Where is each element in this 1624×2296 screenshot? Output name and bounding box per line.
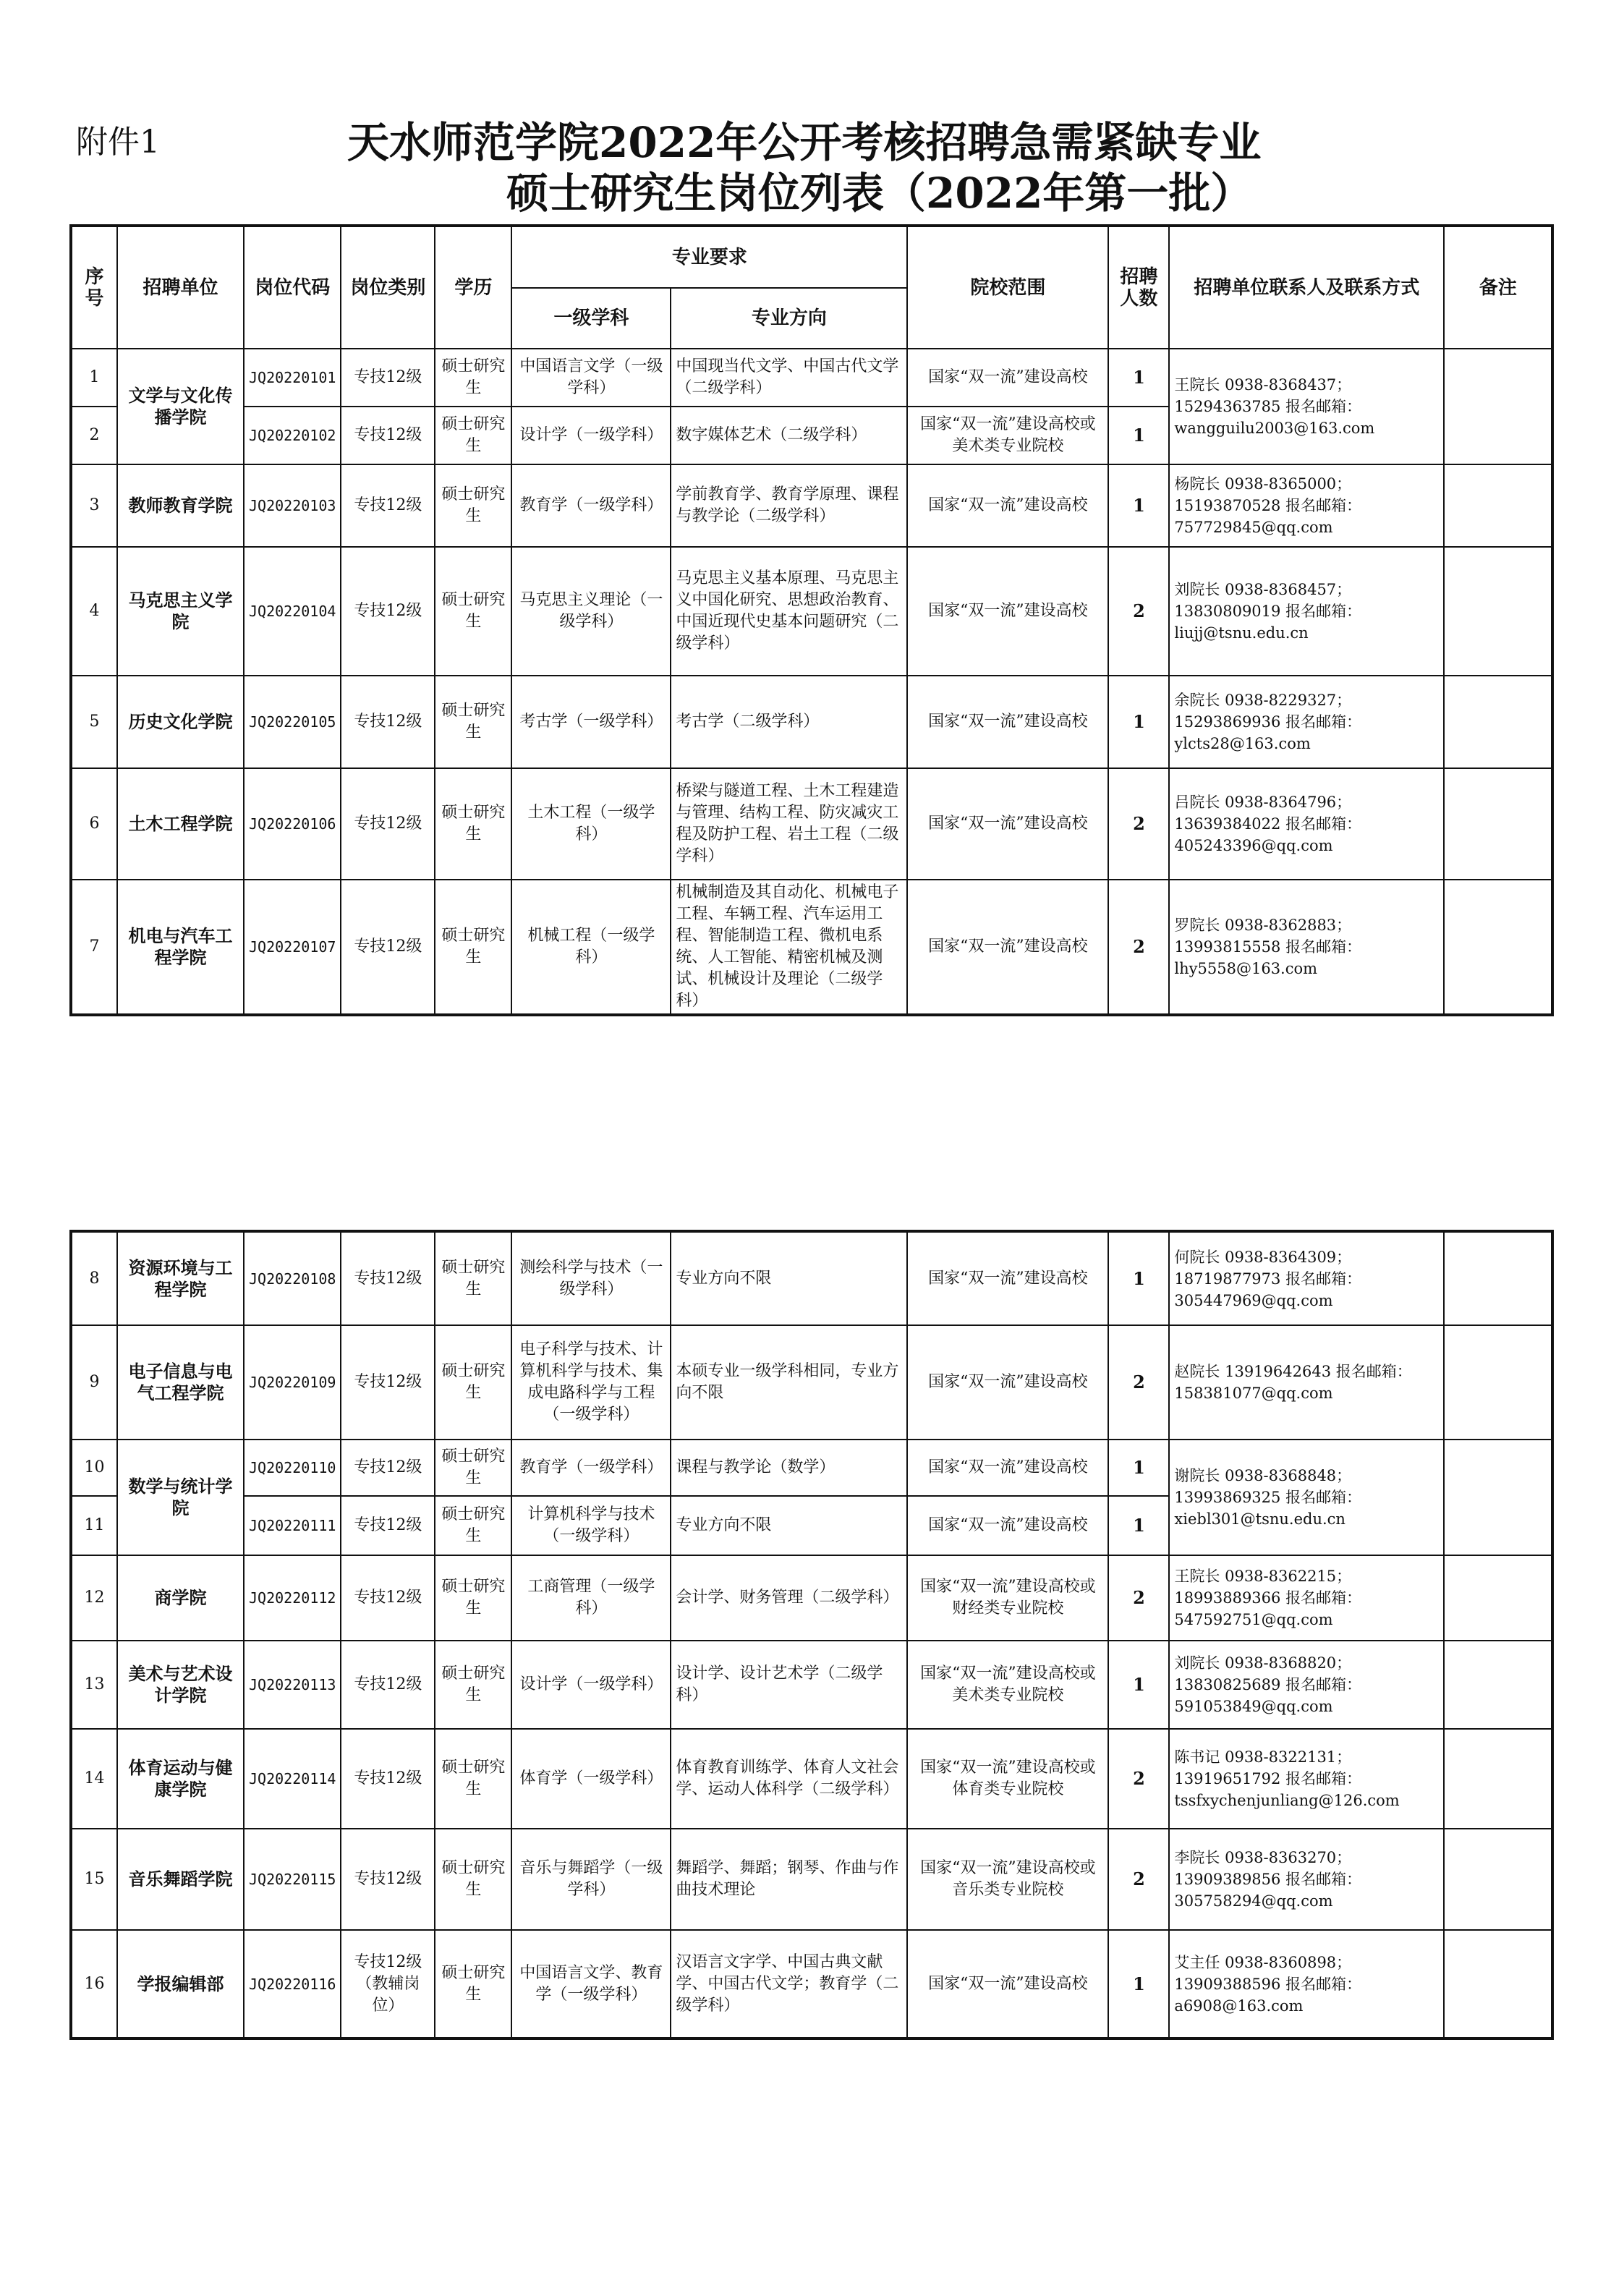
cell-level1: 测绘科学与技术（一级学科）	[511, 1231, 671, 1325]
table-row	[71, 1325, 1552, 1440]
cell-level1: 马克思主义理论（一级学科）	[511, 547, 671, 676]
header-unit: 招聘单位	[117, 226, 244, 349]
cell-count: 1	[1108, 349, 1169, 407]
cell-education: 硕士研究生	[435, 1496, 511, 1555]
cell-category: 专技12级	[341, 676, 435, 768]
cell-remark	[1444, 676, 1552, 768]
cell-level1: 音乐与舞蹈学（一级学科）	[511, 1829, 671, 1930]
cell-count: 2	[1108, 1729, 1169, 1829]
cell-scope: 国家“双一流”建设高校或体育类专业院校	[907, 1729, 1108, 1829]
cell-remark	[1444, 1930, 1552, 2038]
cell-direction: 汉语言文字学、中国古典文献学、中国古代文学；教育学（二级学科）	[671, 1930, 907, 2038]
cell-category: 专技12级	[341, 1555, 435, 1641]
cell-scope: 国家“双一流”建设高校	[907, 1325, 1108, 1440]
cell-direction: 舞蹈学、舞蹈；钢琴、作曲与作曲技术理论	[671, 1829, 907, 1930]
cell-education: 硕士研究生	[435, 1641, 511, 1729]
cell-level1: 工商管理（一级学科）	[511, 1555, 671, 1641]
cell-count: 2	[1108, 547, 1169, 676]
cell-category: 专技12级（教辅岗位）	[341, 1930, 435, 2038]
cell-unit: 文学与文化传播学院	[117, 349, 244, 464]
header-category: 岗位类别	[341, 226, 435, 349]
cell-category: 专技12级	[341, 547, 435, 676]
cell-unit: 教师教育学院	[117, 464, 244, 547]
cell-unit: 马克思主义学院	[117, 547, 244, 676]
cell-remark	[1444, 1555, 1552, 1641]
cell-level1: 中国语言文学、教育学（一级学科）	[511, 1930, 671, 2038]
cell-contact: 刘院长 0938-8368820；13830825689 报名邮箱：591053849@qq.com	[1169, 1641, 1444, 1729]
cell-education: 硕士研究生	[435, 768, 511, 880]
header-level1: 一级学科	[511, 288, 671, 349]
cell-category: 专技12级	[341, 1641, 435, 1729]
cell-count: 2	[1108, 1555, 1169, 1641]
cell-no: 11	[71, 1496, 117, 1555]
cell-direction: 本硕专业一级学科相同，专业方向不限	[671, 1325, 907, 1440]
header-school-scope: 院校范围	[907, 226, 1108, 349]
cell-count: 1	[1108, 1231, 1169, 1325]
table-row	[71, 349, 1552, 407]
cell-category: 专技12级	[341, 1440, 435, 1496]
cell-code: JQ20220111	[244, 1496, 341, 1555]
cell-unit: 电子信息与电气工程学院	[117, 1325, 244, 1440]
cell-no: 2	[71, 407, 117, 464]
cell-direction: 数字媒体艺术（二级学科）	[671, 407, 907, 464]
cell-code: JQ20220115	[244, 1829, 341, 1930]
cell-code: JQ20220110	[244, 1440, 341, 1496]
table-row	[71, 1440, 1552, 1496]
cell-count: 2	[1108, 1829, 1169, 1930]
cell-remark	[1444, 1325, 1552, 1440]
cell-no: 1	[71, 349, 117, 407]
cell-contact: 王院长 0938-8362215；18993889366 报名邮箱：547592751@qq.com	[1169, 1555, 1444, 1641]
cell-contact: 杨院长 0938-8365000；15193870528 报名邮箱：757729845@qq.com	[1169, 464, 1444, 547]
cell-category: 专技12级	[341, 1325, 435, 1440]
cell-remark	[1444, 464, 1552, 547]
cell-unit: 数学与统计学院	[117, 1440, 244, 1555]
cell-education: 硕士研究生	[435, 1829, 511, 1930]
cell-remark	[1444, 349, 1552, 464]
table-row	[71, 464, 1552, 547]
cell-category: 专技12级	[341, 349, 435, 407]
cell-direction: 马克思主义基本原理、马克思主义中国化研究、思想政治教育、中国近现代史基本问题研究（二级学科）	[671, 547, 907, 676]
cell-code: JQ20220105	[244, 676, 341, 768]
cell-code: JQ20220102	[244, 407, 341, 464]
cell-no: 16	[71, 1930, 117, 2038]
cell-no: 12	[71, 1555, 117, 1641]
cell-no: 13	[71, 1641, 117, 1729]
table-row	[71, 1641, 1552, 1729]
cell-direction: 会计学、财务管理（二级学科）	[671, 1555, 907, 1641]
cell-scope: 国家“双一流”建设高校	[907, 676, 1108, 768]
cell-scope: 国家“双一流”建设高校	[907, 1231, 1108, 1325]
header-major-requirements: 专业要求	[511, 226, 907, 288]
header-no: 序号	[71, 226, 117, 349]
cell-level1: 计算机科学与技术（一级学科）	[511, 1496, 671, 1555]
cell-unit: 历史文化学院	[117, 676, 244, 768]
cell-no: 14	[71, 1729, 117, 1829]
cell-code: JQ20220108	[244, 1231, 341, 1325]
cell-unit: 体育运动与健康学院	[117, 1729, 244, 1829]
cell-count: 2	[1108, 768, 1169, 880]
table-row	[71, 768, 1552, 880]
header-remark: 备注	[1444, 226, 1552, 349]
table-row	[71, 1555, 1552, 1641]
cell-unit: 美术与艺术设计学院	[117, 1641, 244, 1729]
cell-code: JQ20220103	[244, 464, 341, 547]
cell-remark	[1444, 768, 1552, 880]
cell-level1: 教育学（一级学科）	[511, 464, 671, 547]
cell-contact: 王院长 0938-8368437；15294363785 报名邮箱：wangguilu2003@163.com	[1169, 349, 1444, 464]
page-title-line1: 天水师范学院2022年公开考核招聘急需紧缺专业	[347, 118, 1262, 167]
cell-scope: 国家“双一流”建设高校	[907, 464, 1108, 547]
positions-table-page1	[69, 224, 1554, 1016]
cell-unit: 机电与汽车工程学院	[117, 880, 244, 1015]
cell-education: 硕士研究生	[435, 1325, 511, 1440]
table-row	[71, 1231, 1552, 1325]
cell-category: 专技12级	[341, 1729, 435, 1829]
cell-count: 1	[1108, 464, 1169, 547]
cell-category: 专技12级	[341, 1829, 435, 1930]
positions-table-page2	[69, 1230, 1554, 2040]
cell-scope: 国家“双一流”建设高校	[907, 547, 1108, 676]
cell-level1: 考古学（一级学科）	[511, 676, 671, 768]
cell-contact: 何院长 0938-8364309；18719877973 报名邮箱：305447969@qq.com	[1169, 1231, 1444, 1325]
cell-education: 硕士研究生	[435, 1231, 511, 1325]
attachment-label: 附件1	[76, 124, 160, 161]
cell-remark	[1444, 1231, 1552, 1325]
cell-code: JQ20220116	[244, 1930, 341, 2038]
cell-direction: 专业方向不限	[671, 1231, 907, 1325]
table-row	[71, 1729, 1552, 1829]
cell-no: 9	[71, 1325, 117, 1440]
cell-unit: 商学院	[117, 1555, 244, 1641]
cell-code: JQ20220113	[244, 1641, 341, 1729]
cell-category: 专技12级	[341, 768, 435, 880]
cell-level1: 机械工程（一级学科）	[511, 880, 671, 1015]
cell-count: 1	[1108, 676, 1169, 768]
cell-contact: 罗院长 0938-8362883；13993815558 报名邮箱：lhy5558@163.com	[1169, 880, 1444, 1015]
table-row	[71, 1829, 1552, 1930]
cell-education: 硕士研究生	[435, 676, 511, 768]
cell-scope: 国家“双一流”建设高校	[907, 1930, 1108, 2038]
cell-level1: 设计学（一级学科）	[511, 1641, 671, 1729]
cell-remark	[1444, 1729, 1552, 1829]
cell-direction: 考古学（二级学科）	[671, 676, 907, 768]
table-row	[71, 547, 1552, 676]
cell-no: 7	[71, 880, 117, 1015]
cell-education: 硕士研究生	[435, 1729, 511, 1829]
cell-no: 5	[71, 676, 117, 768]
cell-code: JQ20220107	[244, 880, 341, 1015]
cell-education: 硕士研究生	[435, 349, 511, 407]
cell-unit: 学报编辑部	[117, 1930, 244, 2038]
cell-level1: 设计学（一级学科）	[511, 407, 671, 464]
cell-scope: 国家“双一流”建设高校或美术类专业院校	[907, 1641, 1108, 1729]
cell-count: 1	[1108, 1641, 1169, 1729]
cell-contact: 陈书记 0938-8322131；13919651792 报名邮箱：tssfxychenjunliang@126.com	[1169, 1729, 1444, 1829]
cell-count: 1	[1108, 1440, 1169, 1496]
header-education: 学历	[435, 226, 511, 349]
cell-code: JQ20220109	[244, 1325, 341, 1440]
cell-no: 10	[71, 1440, 117, 1496]
header-code: 岗位代码	[244, 226, 341, 349]
cell-unit: 土木工程学院	[117, 768, 244, 880]
cell-direction: 桥梁与隧道工程、土木工程建造与管理、结构工程、防灾减灾工程及防护工程、岩土工程（二级学科）	[671, 768, 907, 880]
cell-unit: 音乐舞蹈学院	[117, 1829, 244, 1930]
cell-code: JQ20220104	[244, 547, 341, 676]
header-direction: 专业方向	[671, 288, 907, 349]
cell-code: JQ20220106	[244, 768, 341, 880]
cell-scope: 国家“双一流”建设高校	[907, 349, 1108, 407]
table-row	[71, 880, 1552, 1015]
cell-scope: 国家“双一流”建设高校或财经类专业院校	[907, 1555, 1108, 1641]
cell-remark	[1444, 880, 1552, 1015]
cell-education: 硕士研究生	[435, 407, 511, 464]
cell-remark	[1444, 1829, 1552, 1930]
cell-level1: 体育学（一级学科）	[511, 1729, 671, 1829]
cell-code: JQ20220114	[244, 1729, 341, 1829]
cell-direction: 体育教育训练学、体育人文社会学、运动人体科学（二级学科）	[671, 1729, 907, 1829]
cell-education: 硕士研究生	[435, 1555, 511, 1641]
cell-education: 硕士研究生	[435, 547, 511, 676]
cell-scope: 国家“双一流”建设高校	[907, 880, 1108, 1015]
cell-direction: 专业方向不限	[671, 1496, 907, 1555]
cell-count: 2	[1108, 1325, 1169, 1440]
cell-code: JQ20220101	[244, 349, 341, 407]
cell-contact: 吕院长 0938-8364796；13639384022 报名邮箱：405243396@qq.com	[1169, 768, 1444, 880]
cell-contact: 谢院长 0938-8368848；13993869325 报名邮箱： xiebl301@tsnu.edu.cn	[1169, 1440, 1444, 1555]
cell-contact: 李院长 0938-8363270；13909389856 报名邮箱：305758294@qq.com	[1169, 1829, 1444, 1930]
page-title-line2: 硕士研究生岗位列表（2022年第一批）	[506, 169, 1253, 218]
cell-no: 3	[71, 464, 117, 547]
cell-level1: 土木工程（一级学科）	[511, 768, 671, 880]
cell-category: 专技12级	[341, 407, 435, 464]
header-contact: 招聘单位联系人及联系方式	[1169, 226, 1444, 349]
table-row	[71, 676, 1552, 768]
cell-scope: 国家“双一流”建设高校或美术类专业院校	[907, 407, 1108, 464]
cell-contact: 艾主任 0938-8360898；13909388596 报名邮箱：a6908@163.com	[1169, 1930, 1444, 2038]
cell-category: 专技12级	[341, 464, 435, 547]
cell-count: 1	[1108, 407, 1169, 464]
cell-count: 1	[1108, 1496, 1169, 1555]
cell-no: 8	[71, 1231, 117, 1325]
cell-no: 15	[71, 1829, 117, 1930]
cell-level1: 中国语言文学（一级学科）	[511, 349, 671, 407]
cell-education: 硕士研究生	[435, 464, 511, 547]
cell-remark	[1444, 1440, 1552, 1555]
cell-code: JQ20220112	[244, 1555, 341, 1641]
cell-count: 1	[1108, 1930, 1169, 2038]
cell-category: 专技12级	[341, 1496, 435, 1555]
cell-remark	[1444, 1641, 1552, 1729]
table-row	[71, 1930, 1552, 2038]
cell-scope: 国家“双一流”建设高校	[907, 1496, 1108, 1555]
cell-no: 6	[71, 768, 117, 880]
cell-education: 硕士研究生	[435, 1440, 511, 1496]
cell-contact: 赵院长 13919642643 报名邮箱：158381077@qq.com	[1169, 1325, 1444, 1440]
cell-direction: 课程与教学论（数学）	[671, 1440, 907, 1496]
cell-education: 硕士研究生	[435, 1930, 511, 2038]
cell-direction: 机械制造及其自动化、机械电子工程、车辆工程、汽车运用工程、智能制造工程、微机电系统、人工智能、精密机械及测试、机械设计及理论（二级学科）	[671, 880, 907, 1015]
cell-direction: 学前教育学、教育学原理、课程与教学论（二级学科）	[671, 464, 907, 547]
cell-direction: 中国现当代文学、中国古代文学（二级学科）	[671, 349, 907, 407]
cell-scope: 国家“双一流”建设高校或音乐类专业院校	[907, 1829, 1108, 1930]
cell-scope: 国家“双一流”建设高校	[907, 1440, 1108, 1496]
cell-contact: 刘院长 0938-8368457；13830809019 报名邮箱：liujj@tsnu.edu.cn	[1169, 547, 1444, 676]
cell-direction: 设计学、设计艺术学（二级学科）	[671, 1641, 907, 1729]
cell-level1: 电子科学与技术、计算机科学与技术、集成电路科学与工程（一级学科）	[511, 1325, 671, 1440]
cell-level1: 教育学（一级学科）	[511, 1440, 671, 1496]
cell-category: 专技12级	[341, 880, 435, 1015]
cell-remark	[1444, 547, 1552, 676]
cell-count: 2	[1108, 880, 1169, 1015]
header-count: 招聘人数	[1108, 226, 1169, 349]
cell-contact: 余院长 0938-8229327；15293869936 报名邮箱：ylcts28@163.com	[1169, 676, 1444, 768]
cell-education: 硕士研究生	[435, 880, 511, 1015]
cell-unit: 资源环境与工程学院	[117, 1231, 244, 1325]
cell-category: 专技12级	[341, 1231, 435, 1325]
cell-scope: 国家“双一流”建设高校	[907, 768, 1108, 880]
cell-no: 4	[71, 547, 117, 676]
